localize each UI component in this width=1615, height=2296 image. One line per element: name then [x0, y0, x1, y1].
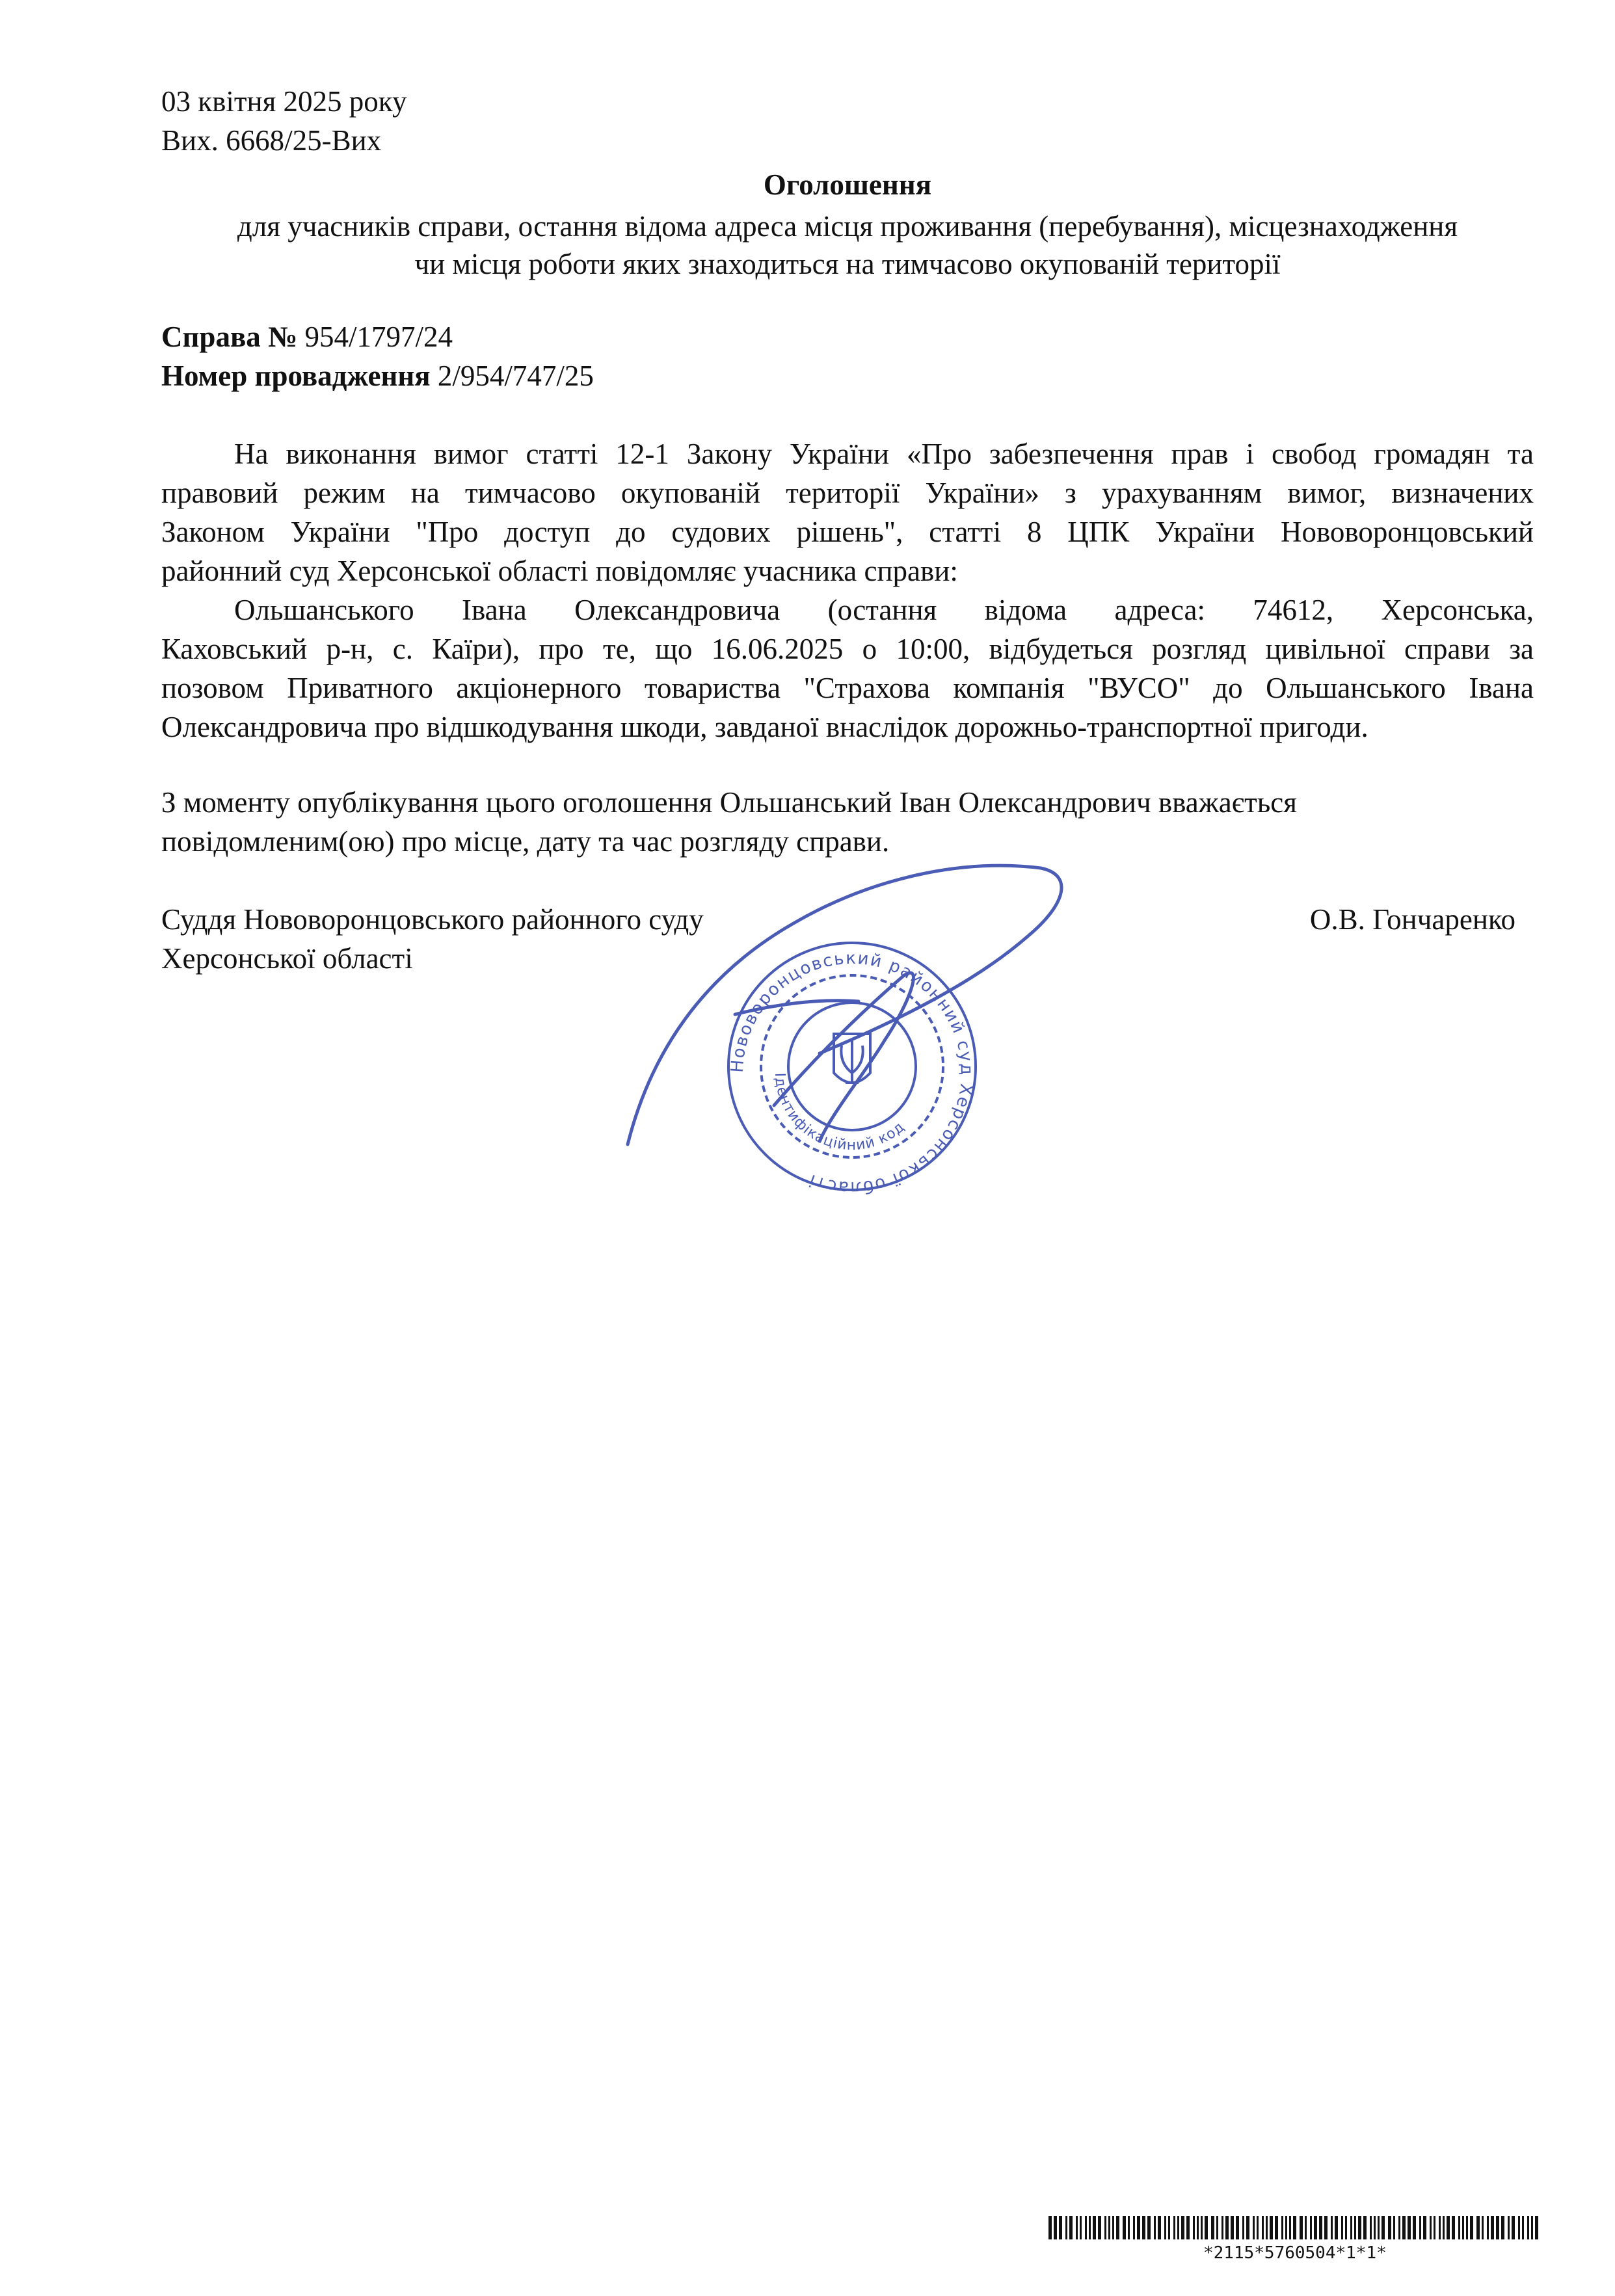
paragraph-1-line-4: районний суд Херсонської області повідомляє учасника справи: [161, 555, 958, 587]
barcode-bar [1211, 2216, 1214, 2239]
barcode-bar [1350, 2216, 1352, 2239]
barcode-bar [1512, 2216, 1515, 2239]
barcode-bar [1048, 2216, 1052, 2239]
barcode-bar [1487, 2216, 1489, 2239]
paragraph-1-line-3: Законом України "Про доступ до судових рішень", статті 8 ЦПК України Нововоронцовський [161, 516, 1534, 548]
barcode-bar [1314, 2216, 1317, 2239]
barcode-bar [1285, 2216, 1287, 2239]
barcode-bar [1482, 2216, 1484, 2239]
barcode-bar [1154, 2216, 1156, 2239]
barcode-bar [1443, 2216, 1445, 2239]
barcode-bar [1335, 2216, 1338, 2239]
barcode-bar [1341, 2216, 1343, 2239]
barcode-bar [1522, 2216, 1524, 2239]
barcode-bar [1496, 2216, 1499, 2239]
notice-line-2: повідомленим(ою) про місце, дату та час розгляду справи. [161, 825, 890, 858]
barcode-bar [1173, 2216, 1175, 2239]
barcode-bar [1080, 2216, 1082, 2239]
case-label: Справа № [161, 321, 298, 353]
barcode-bar [1147, 2216, 1151, 2239]
barcode-bar [1246, 2216, 1249, 2239]
barcode-bar [1374, 2216, 1376, 2239]
barcode-bar [1236, 2216, 1239, 2239]
barcode-bar [1158, 2216, 1161, 2239]
barcode-bar [1054, 2216, 1057, 2239]
announcement-title: Оголошення [763, 168, 932, 201]
barcode-bar [1065, 2216, 1067, 2239]
barcode-bar [1535, 2216, 1538, 2239]
barcode-bar [1262, 2216, 1264, 2239]
document-date: 03 квітня 2025 року [161, 85, 407, 118]
judge-position-line-2: Херсонської області [161, 942, 413, 975]
case-number: 954/1797/24 [304, 321, 453, 353]
barcode-bar [1508, 2216, 1510, 2239]
barcode-bar [1123, 2216, 1126, 2239]
barcode-bar [1059, 2216, 1062, 2239]
barcode-bar [1452, 2216, 1455, 2239]
barcode-bar [1076, 2216, 1078, 2239]
barcode-bar [1310, 2216, 1312, 2239]
court-seal-stamp [624, 806, 1080, 1198]
announcement-subtitle-line-1: для учасників справи, остання відома адреса місця проживання (перебування), місцезнаходження [237, 210, 1458, 243]
paragraph-2-line-4: Олександровича про відшкодування шкоди, завданої внаслідок дорожньо-транспортної пригоди. [161, 711, 1368, 743]
paragraph-1-line-2: правовий режим на тимчасово окупованій території України» з урахуванням вимог, визначених [161, 477, 1534, 509]
barcode-bar [1104, 2216, 1106, 2239]
barcode-bar [1423, 2216, 1426, 2239]
barcode-bar [1137, 2216, 1140, 2239]
barcode-bar [1363, 2216, 1367, 2239]
barcode-bar [1430, 2216, 1432, 2239]
barcode-bar [1381, 2216, 1385, 2239]
paragraph-2-line-2: Каховський р-н, с. Каїри), про те, що 16.06.2025 о 10:00, відбудеться розгляд цивільної справи за [161, 633, 1534, 665]
barcode-bar [1205, 2216, 1208, 2239]
barcode-bar [1419, 2216, 1421, 2239]
barcode-bar [1197, 2216, 1199, 2239]
barcode-bar [1201, 2216, 1203, 2239]
signature-stroke [628, 865, 1061, 1144]
barcode-bar [1270, 2216, 1273, 2239]
barcode-bar [1501, 2216, 1504, 2239]
case-number-row [161, 317, 453, 356]
barcode-bar [1289, 2216, 1291, 2239]
barcode-bar [1531, 2216, 1533, 2239]
announcement-subtitle-line-2: чи місця роботи яких знаходиться на тимчасово окупованій території [414, 248, 1281, 280]
barcode-bar [1518, 2216, 1520, 2239]
barcode-bar [1128, 2216, 1130, 2239]
barcode-bar [1281, 2216, 1283, 2239]
barcode-bar [1221, 2216, 1223, 2239]
barcode-bar [1402, 2216, 1406, 2239]
barcode-bar [1293, 2216, 1296, 2239]
barcode-bar [1458, 2216, 1460, 2239]
outgoing-number: Вих. 6668/25-Вих [161, 124, 382, 157]
seal-outer-text: Нововоронцовський районний суд Херсонської області [727, 948, 977, 1198]
barcode-bar [1358, 2216, 1361, 2239]
barcode-bar [1253, 2216, 1255, 2239]
barcode-bar [1177, 2216, 1179, 2239]
barcode-bar [1393, 2216, 1395, 2239]
barcode-bar [1466, 2216, 1468, 2239]
barcode-text: *2115*5760504*1*1* [1203, 2243, 1387, 2263]
barcode-bar [1108, 2216, 1110, 2239]
document-barcode [1048, 2216, 1543, 2272]
paragraph-2-line-3: позовом Приватного акціонерного товариства "Страхова компанія "ВУСО" до Ольшанського Івана [161, 672, 1534, 704]
barcode-bar [1319, 2216, 1322, 2239]
barcode-bar [1324, 2216, 1328, 2239]
proceeding-label: Номер провадження [161, 360, 431, 392]
barcode-bar [1164, 2216, 1166, 2239]
barcode-bar [1193, 2216, 1195, 2239]
barcode-bar [1398, 2216, 1400, 2239]
barcode-bar [1491, 2216, 1494, 2239]
paragraph-2-line-1: Ольшанського Івана Олександровича (остання відома адреса: 74612, Херсонська, [234, 594, 1534, 626]
barcode-bar [1133, 2216, 1135, 2239]
barcode-bar [1112, 2216, 1114, 2239]
barcode-bar [1085, 2216, 1087, 2239]
barcode-bar [1300, 2216, 1303, 2239]
judge-name: О.В. Гончаренко [1309, 903, 1515, 936]
barcode-bar [1242, 2216, 1244, 2239]
barcode-bar [1476, 2216, 1480, 2239]
paragraph-1-line-1: На виконання вимог статті 12-1 Закону України «Про забезпечення прав і свобод громадян та [234, 438, 1534, 470]
barcode-bar [1098, 2216, 1101, 2239]
barcode-bar [1181, 2216, 1184, 2239]
barcode-bars [1048, 2216, 1543, 2239]
barcode-bar [1434, 2216, 1435, 2239]
barcode-bar [1069, 2216, 1073, 2239]
barcode-bar [1354, 2216, 1356, 2239]
barcode-bar [1470, 2216, 1473, 2239]
barcode-bar [1413, 2216, 1416, 2239]
barcode-bar [1305, 2216, 1307, 2239]
judge-position-line-1: Суддя Нововоронцовського районного суду [161, 903, 704, 936]
barcode-bar [1089, 2216, 1091, 2239]
seal-inner-text: Ідентифікаційний код [771, 1072, 909, 1154]
barcode-bar [1439, 2216, 1441, 2239]
barcode-bar [1257, 2216, 1259, 2239]
barcode-bar [1345, 2216, 1347, 2239]
notice-line-1: З моменту опублікування цього оголошення Ольшанський Іван Олександрович вважається [161, 786, 1297, 819]
barcode-bar [1275, 2216, 1278, 2239]
barcode-bar [1216, 2216, 1218, 2239]
barcode-bar [1370, 2216, 1372, 2239]
barcode-bar [1388, 2216, 1391, 2239]
barcode-bar [1266, 2216, 1268, 2239]
proceeding-number: 2/954/747/25 [437, 360, 594, 392]
proceeding-number-row [161, 356, 594, 395]
barcode-bar [1168, 2216, 1170, 2239]
barcode-bar [1462, 2216, 1464, 2239]
trident-emblem-icon [834, 1034, 870, 1083]
barcode-bar [1225, 2216, 1229, 2239]
barcode-bar [1093, 2216, 1096, 2239]
barcode-bar [1186, 2216, 1190, 2239]
barcode-bar [1116, 2216, 1119, 2239]
barcode-bar [1231, 2216, 1234, 2239]
barcode-bar [1447, 2216, 1450, 2239]
barcode-bar [1408, 2216, 1411, 2239]
barcode-bar [1331, 2216, 1333, 2239]
barcode-bar [1378, 2216, 1380, 2239]
barcode-bar [1527, 2216, 1529, 2239]
barcode-bar [1142, 2216, 1145, 2239]
